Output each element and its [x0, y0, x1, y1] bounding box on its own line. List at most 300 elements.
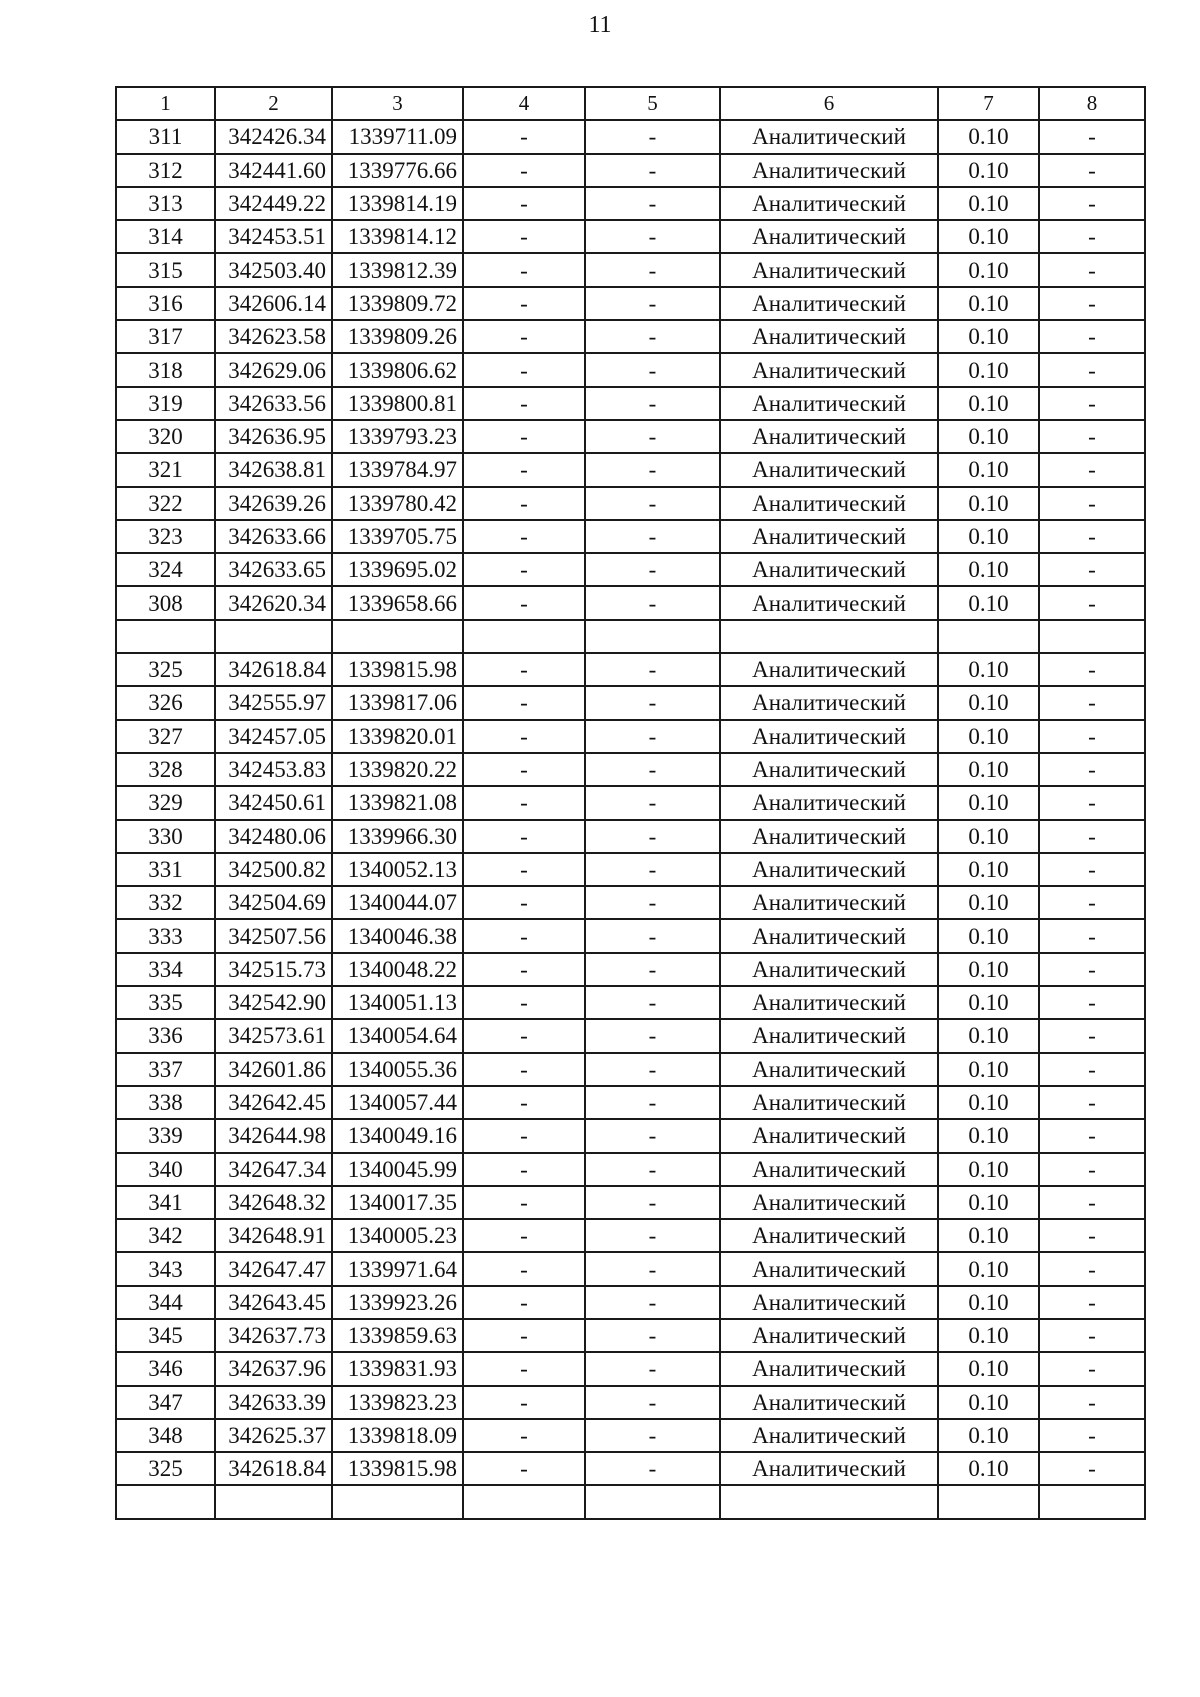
table-cell: 336 — [116, 1019, 215, 1052]
table-cell: - — [463, 1019, 585, 1052]
table-cell: 1339971.64 — [332, 1252, 463, 1285]
table-cell: - — [1039, 1153, 1145, 1186]
table-cell: - — [585, 420, 720, 453]
table-cell: - — [585, 919, 720, 952]
table-cell: 0.10 — [938, 953, 1039, 986]
table-separator-row — [116, 620, 1145, 653]
table-cell: 0.10 — [938, 786, 1039, 819]
table-cell — [585, 1485, 720, 1518]
table-cell: - — [1039, 253, 1145, 286]
table-cell: - — [1039, 1286, 1145, 1319]
table-cell: Аналитический — [720, 786, 938, 819]
table-cell: - — [585, 1086, 720, 1119]
table-row — [116, 1153, 1145, 1186]
table-cell: - — [1039, 187, 1145, 220]
table-cell: - — [1039, 653, 1145, 686]
table-cell: 1339809.72 — [332, 287, 463, 320]
table-separator-row — [116, 1485, 1145, 1518]
table-cell: - — [1039, 120, 1145, 153]
table-cell — [463, 1485, 585, 1518]
table-cell: - — [585, 487, 720, 520]
table-cell: 0.10 — [938, 1286, 1039, 1319]
table-row — [116, 1452, 1145, 1485]
table-row — [116, 1352, 1145, 1385]
table-cell: - — [1039, 154, 1145, 187]
table-cell: Аналитический — [720, 1186, 938, 1219]
table-cell: 0.10 — [938, 1086, 1039, 1119]
table-cell: 342450.61 — [215, 786, 332, 819]
table-cell — [116, 1485, 215, 1518]
table-cell — [332, 620, 463, 653]
table-cell: - — [1039, 1186, 1145, 1219]
table-cell: Аналитический — [720, 187, 938, 220]
table-cell: - — [463, 1119, 585, 1152]
table-cell: - — [463, 1086, 585, 1119]
table-cell: 342639.26 — [215, 487, 332, 520]
table-row — [116, 1252, 1145, 1285]
table-cell: 341 — [116, 1186, 215, 1219]
table-cell: - — [585, 1053, 720, 1086]
table-cell: 0.10 — [938, 1153, 1039, 1186]
table-cell: 0.10 — [938, 220, 1039, 253]
table-cell: 334 — [116, 953, 215, 986]
column-header: 8 — [1039, 87, 1145, 120]
table-cell: 1339793.23 — [332, 420, 463, 453]
table-cell: - — [1039, 1086, 1145, 1119]
table-row — [116, 1186, 1145, 1219]
table-cell: - — [463, 986, 585, 1019]
table-cell: Аналитический — [720, 1086, 938, 1119]
table-row — [116, 986, 1145, 1019]
table-row — [116, 420, 1145, 453]
table-cell: 1339820.01 — [332, 720, 463, 753]
table-cell: 347 — [116, 1386, 215, 1419]
table-cell: 1340017.35 — [332, 1186, 463, 1219]
table-cell: Аналитический — [720, 220, 938, 253]
table-cell: 314 — [116, 220, 215, 253]
table-cell — [938, 1485, 1039, 1518]
table-cell: Аналитический — [720, 820, 938, 853]
table-cell: - — [585, 753, 720, 786]
table-cell: 342457.05 — [215, 720, 332, 753]
table-cell: 1339695.02 — [332, 553, 463, 586]
table-cell: 0.10 — [938, 1452, 1039, 1485]
table-cell: Аналитический — [720, 1419, 938, 1452]
table-cell: 0.10 — [938, 1352, 1039, 1385]
table-cell: 0.10 — [938, 387, 1039, 420]
table-cell: - — [1039, 586, 1145, 619]
table-cell: Аналитический — [720, 1319, 938, 1352]
table-cell: 0.10 — [938, 1186, 1039, 1219]
table-cell: 333 — [116, 919, 215, 952]
table-cell: 0.10 — [938, 686, 1039, 719]
table-row — [116, 120, 1145, 153]
table-row — [116, 453, 1145, 486]
table-row — [116, 686, 1145, 719]
table-cell: Аналитический — [720, 453, 938, 486]
table-cell: 1339923.26 — [332, 1286, 463, 1319]
table-cell — [938, 620, 1039, 653]
table-cell: - — [585, 353, 720, 386]
table-row — [116, 353, 1145, 386]
table-cell: Аналитический — [720, 253, 938, 286]
table-cell: Аналитический — [720, 553, 938, 586]
table-cell: 1339859.63 — [332, 1319, 463, 1352]
table-cell: 342453.83 — [215, 753, 332, 786]
table-cell — [1039, 620, 1145, 653]
table-cell: - — [585, 1219, 720, 1252]
table-cell: Аналитический — [720, 1119, 938, 1152]
table-cell: - — [585, 886, 720, 919]
table-cell: - — [585, 320, 720, 353]
table-row — [116, 753, 1145, 786]
table-cell: - — [463, 1053, 585, 1086]
table-cell: - — [1039, 1053, 1145, 1086]
table-cell: Аналитический — [720, 387, 938, 420]
table-cell: - — [585, 287, 720, 320]
table-cell: 0.10 — [938, 1019, 1039, 1052]
table-cell: 1339815.98 — [332, 653, 463, 686]
table-cell: - — [585, 1019, 720, 1052]
table-cell: 1339815.98 — [332, 1452, 463, 1485]
table-cell: - — [585, 786, 720, 819]
page-number: 11 — [588, 12, 612, 38]
table-cell: - — [585, 1119, 720, 1152]
table-cell: 0.10 — [938, 187, 1039, 220]
table-cell: 0.10 — [938, 1419, 1039, 1452]
table-cell: 340 — [116, 1153, 215, 1186]
table-cell: Аналитический — [720, 853, 938, 886]
table-cell: 344 — [116, 1286, 215, 1319]
table-cell — [332, 1485, 463, 1518]
table-cell: - — [585, 1386, 720, 1419]
table-row — [116, 520, 1145, 553]
table-cell: - — [585, 1186, 720, 1219]
table-cell: 342633.56 — [215, 387, 332, 420]
table-cell: - — [585, 253, 720, 286]
table-cell: - — [585, 586, 720, 619]
table-row — [116, 953, 1145, 986]
table-cell — [463, 620, 585, 653]
table-cell: 0.10 — [938, 1319, 1039, 1352]
table-cell: 326 — [116, 686, 215, 719]
table-cell: 342648.91 — [215, 1219, 332, 1252]
table-cell: - — [463, 720, 585, 753]
table-row — [116, 553, 1145, 586]
table-cell: 308 — [116, 586, 215, 619]
table-cell: - — [585, 387, 720, 420]
table-cell: 321 — [116, 453, 215, 486]
table-cell: 1340048.22 — [332, 953, 463, 986]
table-cell: 342601.86 — [215, 1053, 332, 1086]
table-cell: Аналитический — [720, 1219, 938, 1252]
table-row — [116, 287, 1145, 320]
table-cell: 328 — [116, 753, 215, 786]
column-header: 1 — [116, 87, 215, 120]
table-cell: Аналитический — [720, 287, 938, 320]
table-cell: Аналитический — [720, 420, 938, 453]
table-row — [116, 919, 1145, 952]
table-cell: 0.10 — [938, 586, 1039, 619]
table-cell: Аналитический — [720, 1452, 938, 1485]
table-cell: 325 — [116, 1452, 215, 1485]
table-cell: 1340052.13 — [332, 853, 463, 886]
table-cell: 325 — [116, 653, 215, 686]
table-cell: - — [463, 886, 585, 919]
table-cell: - — [585, 720, 720, 753]
table-cell: 1339820.22 — [332, 753, 463, 786]
table-cell: - — [1039, 686, 1145, 719]
table-cell: - — [585, 686, 720, 719]
table-cell: - — [463, 1252, 585, 1285]
table-cell: - — [463, 1386, 585, 1419]
table-cell: 1339966.30 — [332, 820, 463, 853]
table-cell: 332 — [116, 886, 215, 919]
table-cell: - — [1039, 886, 1145, 919]
table-cell: 0.10 — [938, 253, 1039, 286]
table-cell: 342638.81 — [215, 453, 332, 486]
table-row — [116, 786, 1145, 819]
table-cell: 1339705.75 — [332, 520, 463, 553]
table-cell: 0.10 — [938, 287, 1039, 320]
table-row — [116, 820, 1145, 853]
table-cell: 1339658.66 — [332, 586, 463, 619]
table-cell: 0.10 — [938, 1386, 1039, 1419]
table-cell: - — [463, 1186, 585, 1219]
table-cell: 338 — [116, 1086, 215, 1119]
table-cell: - — [463, 786, 585, 819]
table-cell: - — [585, 453, 720, 486]
table-cell: 342555.97 — [215, 686, 332, 719]
table-cell: 0.10 — [938, 1119, 1039, 1152]
table-cell: Аналитический — [720, 1019, 938, 1052]
table-cell: 0.10 — [938, 453, 1039, 486]
table-cell: - — [1039, 853, 1145, 886]
table-cell: Аналитический — [720, 953, 938, 986]
table-cell: 342636.95 — [215, 420, 332, 453]
table-cell: - — [585, 986, 720, 1019]
table-cell: 1339780.42 — [332, 487, 463, 520]
table-cell: 342629.06 — [215, 353, 332, 386]
table-cell: - — [1039, 986, 1145, 1019]
table-cell: 0.10 — [938, 1053, 1039, 1086]
table-cell: 1339711.09 — [332, 120, 463, 153]
table-cell: - — [585, 1452, 720, 1485]
table-cell: - — [463, 154, 585, 187]
table-cell: 0.10 — [938, 553, 1039, 586]
table-cell: Аналитический — [720, 320, 938, 353]
table-cell: - — [463, 520, 585, 553]
table-cell: - — [463, 420, 585, 453]
table-cell: 1340005.23 — [332, 1219, 463, 1252]
table-cell: 342 — [116, 1219, 215, 1252]
table-cell: 1339821.08 — [332, 786, 463, 819]
table-cell: - — [463, 120, 585, 153]
table-cell: Аналитический — [720, 520, 938, 553]
table-cell: Аналитический — [720, 1386, 938, 1419]
table-cell: 327 — [116, 720, 215, 753]
table-row — [116, 1019, 1145, 1052]
table-cell: - — [1039, 1419, 1145, 1452]
table-cell: 0.10 — [938, 320, 1039, 353]
table-cell: 1340051.13 — [332, 986, 463, 1019]
table-cell: - — [1039, 520, 1145, 553]
table-cell: 319 — [116, 387, 215, 420]
table-cell: 313 — [116, 187, 215, 220]
table-cell: Аналитический — [720, 1286, 938, 1319]
table-cell: - — [463, 1419, 585, 1452]
table-cell: - — [1039, 1352, 1145, 1385]
column-header: 4 — [463, 87, 585, 120]
table-row — [116, 653, 1145, 686]
table-cell: - — [463, 220, 585, 253]
table-cell: - — [463, 1286, 585, 1319]
table-cell: 335 — [116, 986, 215, 1019]
table-row — [116, 487, 1145, 520]
table-cell — [215, 1485, 332, 1518]
table-cell: - — [1039, 1319, 1145, 1352]
table-cell: 0.10 — [938, 753, 1039, 786]
table-row — [116, 1219, 1145, 1252]
table-cell: - — [463, 187, 585, 220]
table-cell: 1339831.93 — [332, 1352, 463, 1385]
table-cell: 320 — [116, 420, 215, 453]
table-cell: 311 — [116, 120, 215, 153]
table-cell: Аналитический — [720, 720, 938, 753]
table-cell: - — [1039, 786, 1145, 819]
table-row — [116, 586, 1145, 619]
table-cell: 342441.60 — [215, 154, 332, 187]
table-cell: Аналитический — [720, 1153, 938, 1186]
table-cell: - — [585, 520, 720, 553]
table-cell: - — [463, 1153, 585, 1186]
table-cell: 342620.34 — [215, 586, 332, 619]
table-cell: 1339814.19 — [332, 187, 463, 220]
table-cell — [720, 620, 938, 653]
column-header: 7 — [938, 87, 1039, 120]
table-cell: - — [463, 820, 585, 853]
table-cell: 342637.96 — [215, 1352, 332, 1385]
table-cell: - — [463, 553, 585, 586]
table-cell: - — [585, 187, 720, 220]
table-cell: - — [585, 953, 720, 986]
table-cell: 337 — [116, 1053, 215, 1086]
table-cell: 342644.98 — [215, 1119, 332, 1152]
table-cell: 342449.22 — [215, 187, 332, 220]
table-cell: 1339809.26 — [332, 320, 463, 353]
table-cell: 1340057.44 — [332, 1086, 463, 1119]
table-row — [116, 220, 1145, 253]
table-cell: 342647.34 — [215, 1153, 332, 1186]
table-cell: 1340044.07 — [332, 886, 463, 919]
table-cell: 1339806.62 — [332, 353, 463, 386]
table-cell: - — [463, 1319, 585, 1352]
table-cell: - — [463, 853, 585, 886]
table-cell: - — [463, 387, 585, 420]
table-cell: 342648.32 — [215, 1186, 332, 1219]
table-cell: 323 — [116, 520, 215, 553]
table-cell: 324 — [116, 553, 215, 586]
table-cell: - — [585, 653, 720, 686]
table-cell: - — [1039, 1252, 1145, 1285]
table-cell: - — [463, 453, 585, 486]
table-cell: 342637.73 — [215, 1319, 332, 1352]
table-cell: 346 — [116, 1352, 215, 1385]
table-cell: 0.10 — [938, 1252, 1039, 1285]
table-cell: 330 — [116, 820, 215, 853]
table-cell: - — [585, 553, 720, 586]
table-cell: 0.10 — [938, 886, 1039, 919]
table-cell: - — [463, 1452, 585, 1485]
table-cell: - — [463, 320, 585, 353]
table-cell: 1339776.66 — [332, 154, 463, 187]
table-row — [116, 1319, 1145, 1352]
table-cell: Аналитический — [720, 753, 938, 786]
table-cell: Аналитический — [720, 1053, 938, 1086]
table-row — [116, 387, 1145, 420]
table-cell: - — [1039, 487, 1145, 520]
table-header-row — [116, 87, 1145, 120]
table-cell: - — [463, 919, 585, 952]
table-cell: - — [585, 1286, 720, 1319]
table-cell: 0.10 — [938, 487, 1039, 520]
table-cell: 342515.73 — [215, 953, 332, 986]
table-cell: - — [463, 487, 585, 520]
table-cell: - — [463, 287, 585, 320]
table-cell: - — [463, 1352, 585, 1385]
table-cell: 342500.82 — [215, 853, 332, 886]
table-cell: 342633.39 — [215, 1386, 332, 1419]
table-cell: - — [585, 120, 720, 153]
table-cell: 318 — [116, 353, 215, 386]
table-cell: - — [1039, 320, 1145, 353]
table-cell: 0.10 — [938, 1219, 1039, 1252]
table-cell: 342504.69 — [215, 886, 332, 919]
table-cell — [585, 620, 720, 653]
table-cell: 1340049.16 — [332, 1119, 463, 1152]
table-cell: - — [1039, 1219, 1145, 1252]
table-cell: 342573.61 — [215, 1019, 332, 1052]
table-cell: Аналитический — [720, 686, 938, 719]
table-cell: 342618.84 — [215, 653, 332, 686]
table-cell: - — [1039, 720, 1145, 753]
table-cell: 0.10 — [938, 154, 1039, 187]
table-row — [116, 1119, 1145, 1152]
table-cell: 342647.47 — [215, 1252, 332, 1285]
table-cell: - — [1039, 387, 1145, 420]
table-cell: 317 — [116, 320, 215, 353]
table-cell: 342480.06 — [215, 820, 332, 853]
table-row — [116, 1053, 1145, 1086]
table-cell: Аналитический — [720, 1252, 938, 1285]
table-cell: - — [463, 653, 585, 686]
table-cell — [215, 620, 332, 653]
column-header: 2 — [215, 87, 332, 120]
table-cell: Аналитический — [720, 487, 938, 520]
table-cell: 1340046.38 — [332, 919, 463, 952]
table-cell: 0.10 — [938, 420, 1039, 453]
table-cell: - — [1039, 353, 1145, 386]
table-row — [116, 320, 1145, 353]
table-cell: - — [1039, 420, 1145, 453]
table-cell: 348 — [116, 1419, 215, 1452]
table-cell: 0.10 — [938, 720, 1039, 753]
table-cell: - — [1039, 220, 1145, 253]
table-cell: Аналитический — [720, 586, 938, 619]
table-cell: 0.10 — [938, 919, 1039, 952]
table-cell: - — [463, 253, 585, 286]
table-cell: Аналитический — [720, 919, 938, 952]
